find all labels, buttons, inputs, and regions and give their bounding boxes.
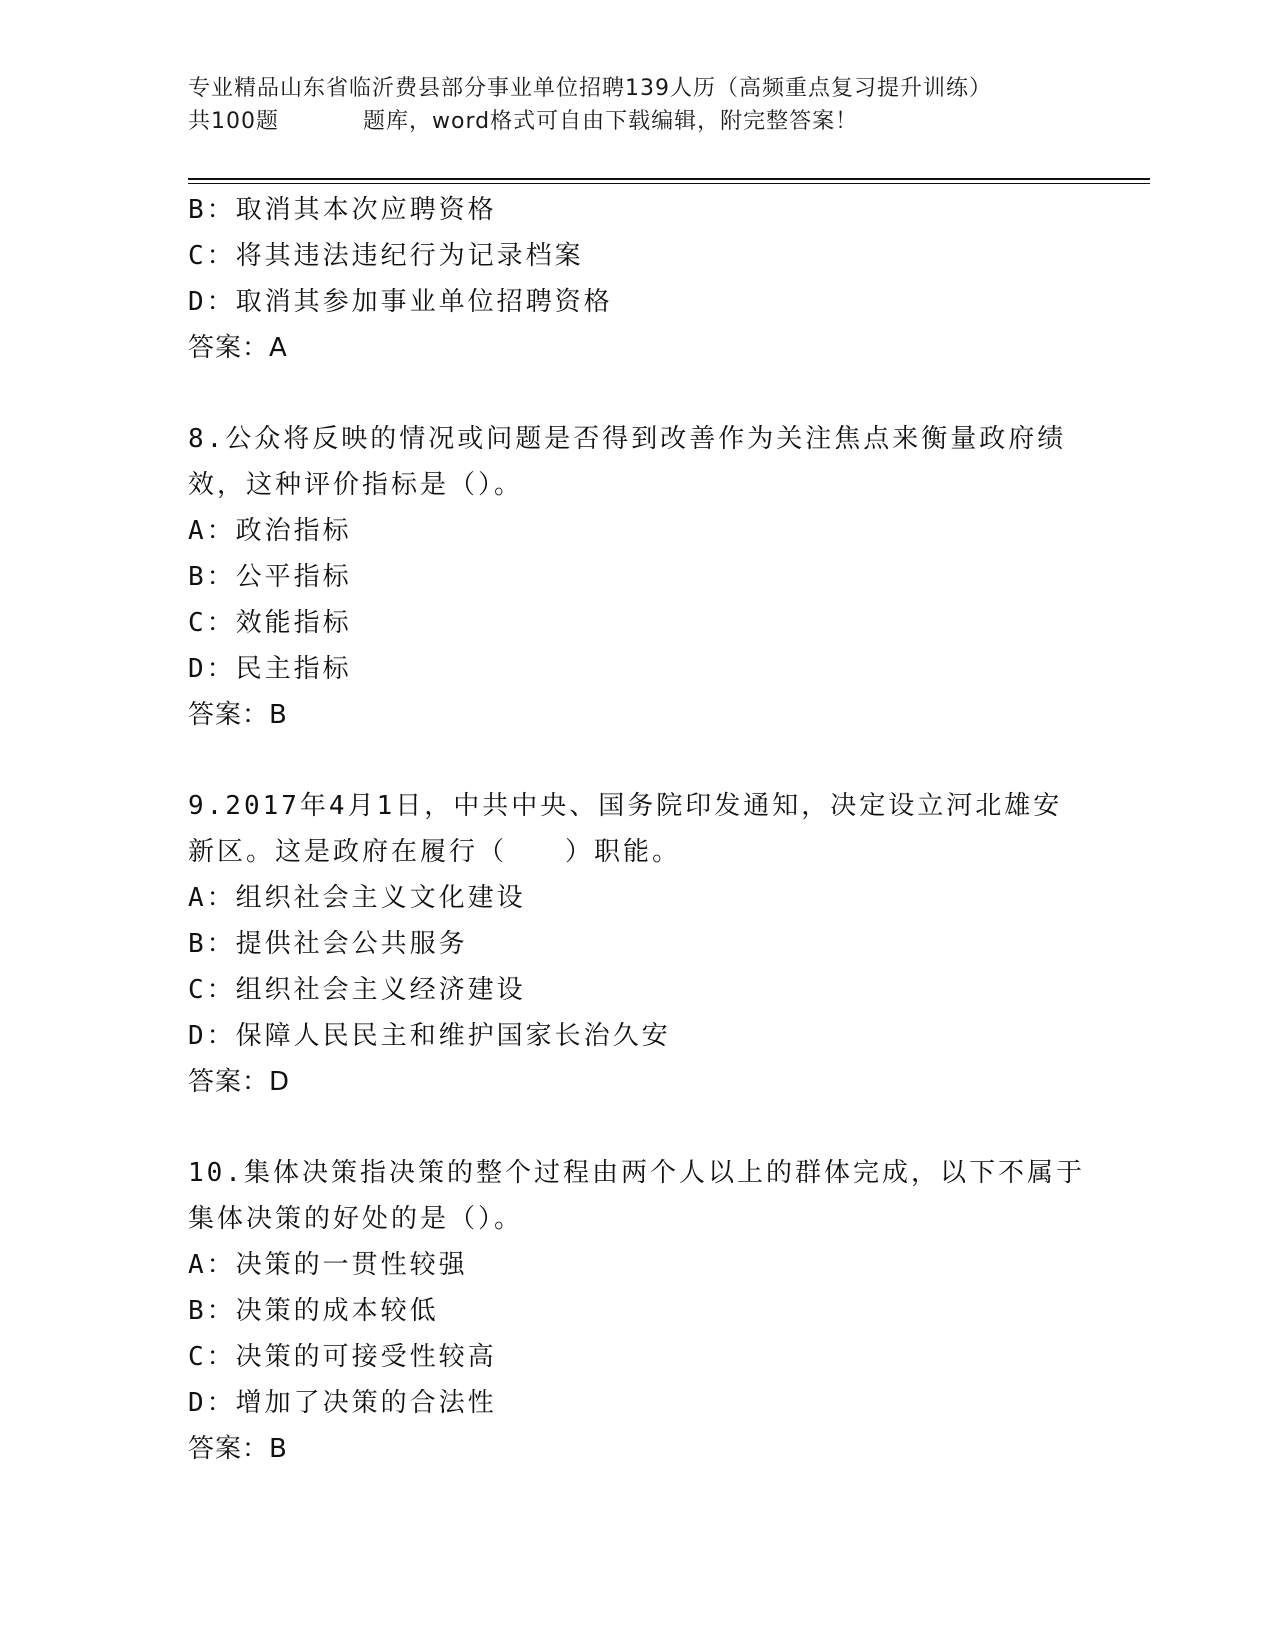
header-divider-thin bbox=[188, 183, 1150, 184]
option-d: D：增加了决策的合法性 bbox=[188, 1388, 497, 1418]
question-stem: 8.公众将反映的情况或问题是否得到改善作为关注焦点来衡量政府绩 bbox=[188, 424, 1067, 454]
question-10 bbox=[188, 1150, 1088, 1472]
header-divider-thick bbox=[188, 178, 1150, 180]
question-stem-cont: 新区。这是政府在履行（ ）职能。 bbox=[188, 837, 682, 867]
option-c: C：将其违法违纪行为记录档案 bbox=[188, 241, 584, 271]
option-d: D：保障人民民主和维护国家长治久安 bbox=[188, 1021, 671, 1051]
option-b: B：决策的成本较低 bbox=[188, 1296, 439, 1326]
option-c: C：组织社会主义经济建设 bbox=[188, 975, 526, 1005]
option-a: A：政治指标 bbox=[188, 516, 352, 546]
question-count: 共100题 bbox=[188, 109, 279, 134]
header-description: 题库，word格式可自由下载编辑，附完整答案！ bbox=[363, 109, 859, 134]
spacer bbox=[188, 1105, 1088, 1150]
question-list bbox=[188, 187, 1088, 1472]
question-stem-cont: 集体决策的好处的是（）。 bbox=[188, 1204, 524, 1234]
option-b: B：公平指标 bbox=[188, 562, 352, 592]
header-subtitle bbox=[188, 105, 1148, 138]
answer: 答案：A bbox=[188, 333, 288, 363]
spacer bbox=[188, 371, 1088, 416]
spacer bbox=[188, 738, 1088, 783]
question-7-fragment bbox=[188, 187, 1088, 371]
page-header bbox=[188, 72, 1148, 138]
question-stem-cont: 效，这种评价指标是（）。 bbox=[188, 470, 524, 500]
question-stem: 10.集体决策指决策的整个过程由两个人以上的群体完成，以下不属于 bbox=[188, 1158, 1085, 1188]
answer: 答案：B bbox=[188, 1434, 288, 1464]
option-a: A：组织社会主义文化建设 bbox=[188, 883, 526, 913]
option-a: A：决策的一贯性较强 bbox=[188, 1250, 468, 1280]
header-title: 专业精品山东省临沂费县部分事业单位招聘139人历（高频重点复习提升训练） bbox=[188, 76, 992, 101]
option-c: C：效能指标 bbox=[188, 608, 352, 638]
answer: 答案：D bbox=[188, 1067, 291, 1097]
option-d: D：民主指标 bbox=[188, 654, 352, 684]
question-8 bbox=[188, 416, 1088, 738]
option-b: B：取消其本次应聘资格 bbox=[188, 195, 497, 225]
answer: 答案：B bbox=[188, 700, 288, 730]
question-9 bbox=[188, 783, 1088, 1105]
option-d: D：取消其参加事业单位招聘资格 bbox=[188, 287, 613, 317]
option-b: B：提供社会公共服务 bbox=[188, 929, 468, 959]
question-stem: 9.2017年4月1日，中共中央、国务院印发通知，决定设立河北雄安 bbox=[188, 791, 1063, 821]
option-c: C：决策的可接受性较高 bbox=[188, 1342, 497, 1372]
